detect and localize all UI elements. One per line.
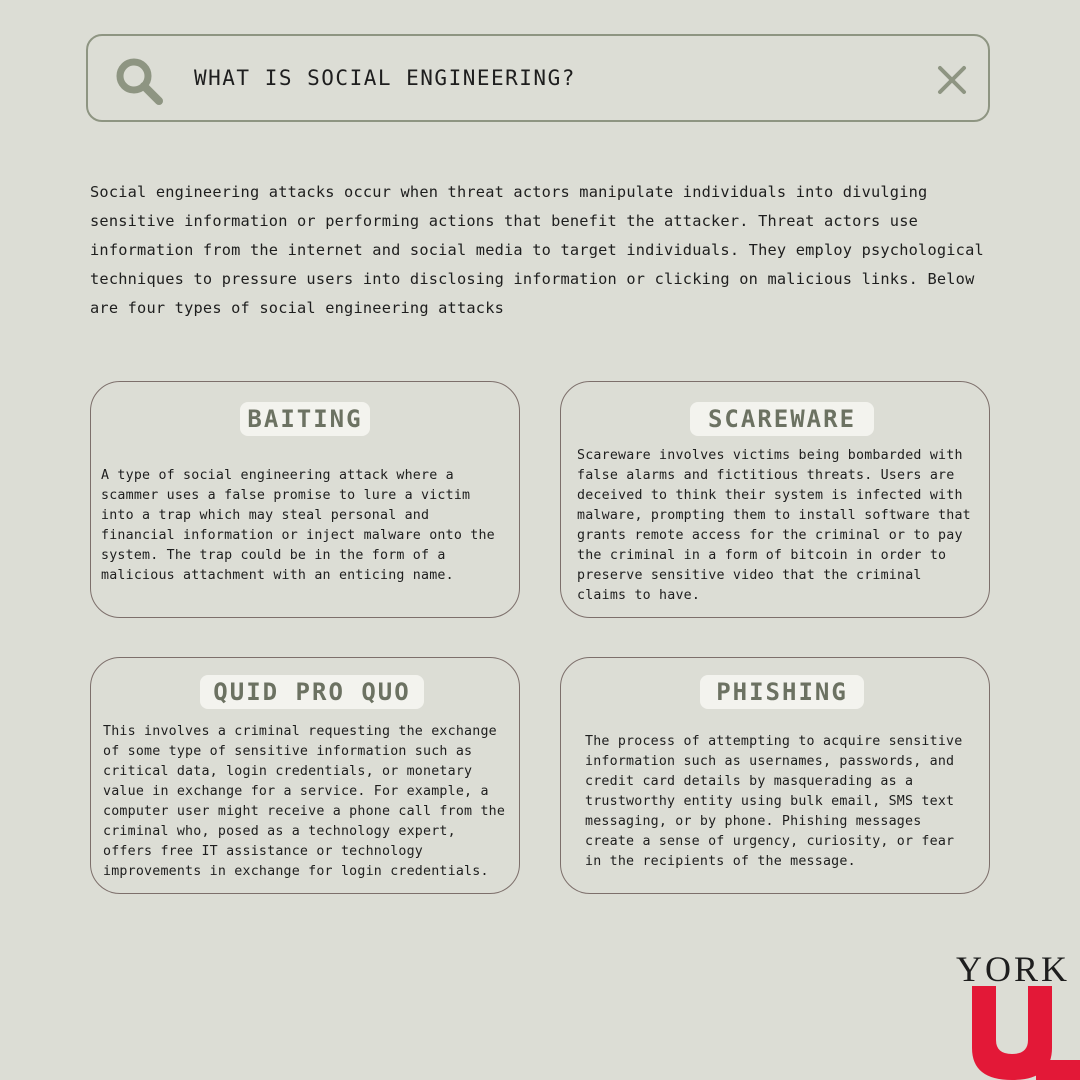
york-u-mark (956, 986, 1080, 1080)
york-logo (956, 944, 1080, 1080)
card-baiting (90, 381, 520, 618)
card-title: BAITING (240, 402, 370, 436)
intro-paragraph: Social engineering attacks occur when threat actors manipulate individuals into divulging sensitive information or performing actions that benefit the attacker. Threat actors use information from the internet and social media to target individuals. They employ psychological techniques to pressure users into disclosing information or clicking on malicious links. Below are four types of social engineering attacks (90, 183, 984, 317)
card-phishing (560, 657, 990, 894)
card-body: Scareware involves victims being bombarded with false alarms and fictitious threats. Users are deceived to think their system is infected with malware, prompting them to install software that grants remote access for the criminal or to pay the criminal in a form of bitcoin in order to preserve sensitive video that the criminal claims to have. (577, 448, 971, 603)
card-title: QUID PRO QUO (200, 675, 424, 709)
card-body: This involves a criminal requesting the exchange of some type of sensitive information such as critical data, login credentials, or monetary value in exchange for a service. For example, a computer user might receive a phone call from the criminal who, posed as a technology expert, offers free IT assistance or technology improvements in exchange for login credentials. (103, 724, 506, 879)
card-quid-pro-quo (90, 657, 520, 894)
card-body: The process of attempting to acquire sensitive information such as usernames, passwords, and credit card details by masquerading as a trustworthy entity using bulk email, SMS text messaging, or by phone. Phishing messages create a sense of urgency, curiosity, or fear in the recipients of the message. (585, 734, 963, 869)
search-icon (114, 56, 166, 108)
close-icon[interactable] (936, 64, 968, 96)
logo-text: YORK (956, 949, 1071, 989)
search-input[interactable]: WHAT IS SOCIAL ENGINEERING? (194, 66, 576, 90)
card-body: A type of social engineering attack where a scammer uses a false promise to lure a victim into a trap which may steal personal and financial information or inject malware onto the system. The trap could be in the form of a malicious attachment with an enticing name. (101, 468, 495, 583)
card-scareware (560, 381, 990, 618)
search-bar[interactable] (86, 34, 990, 122)
card-title: PHISHING (700, 675, 864, 709)
card-title: SCAREWARE (690, 402, 874, 436)
